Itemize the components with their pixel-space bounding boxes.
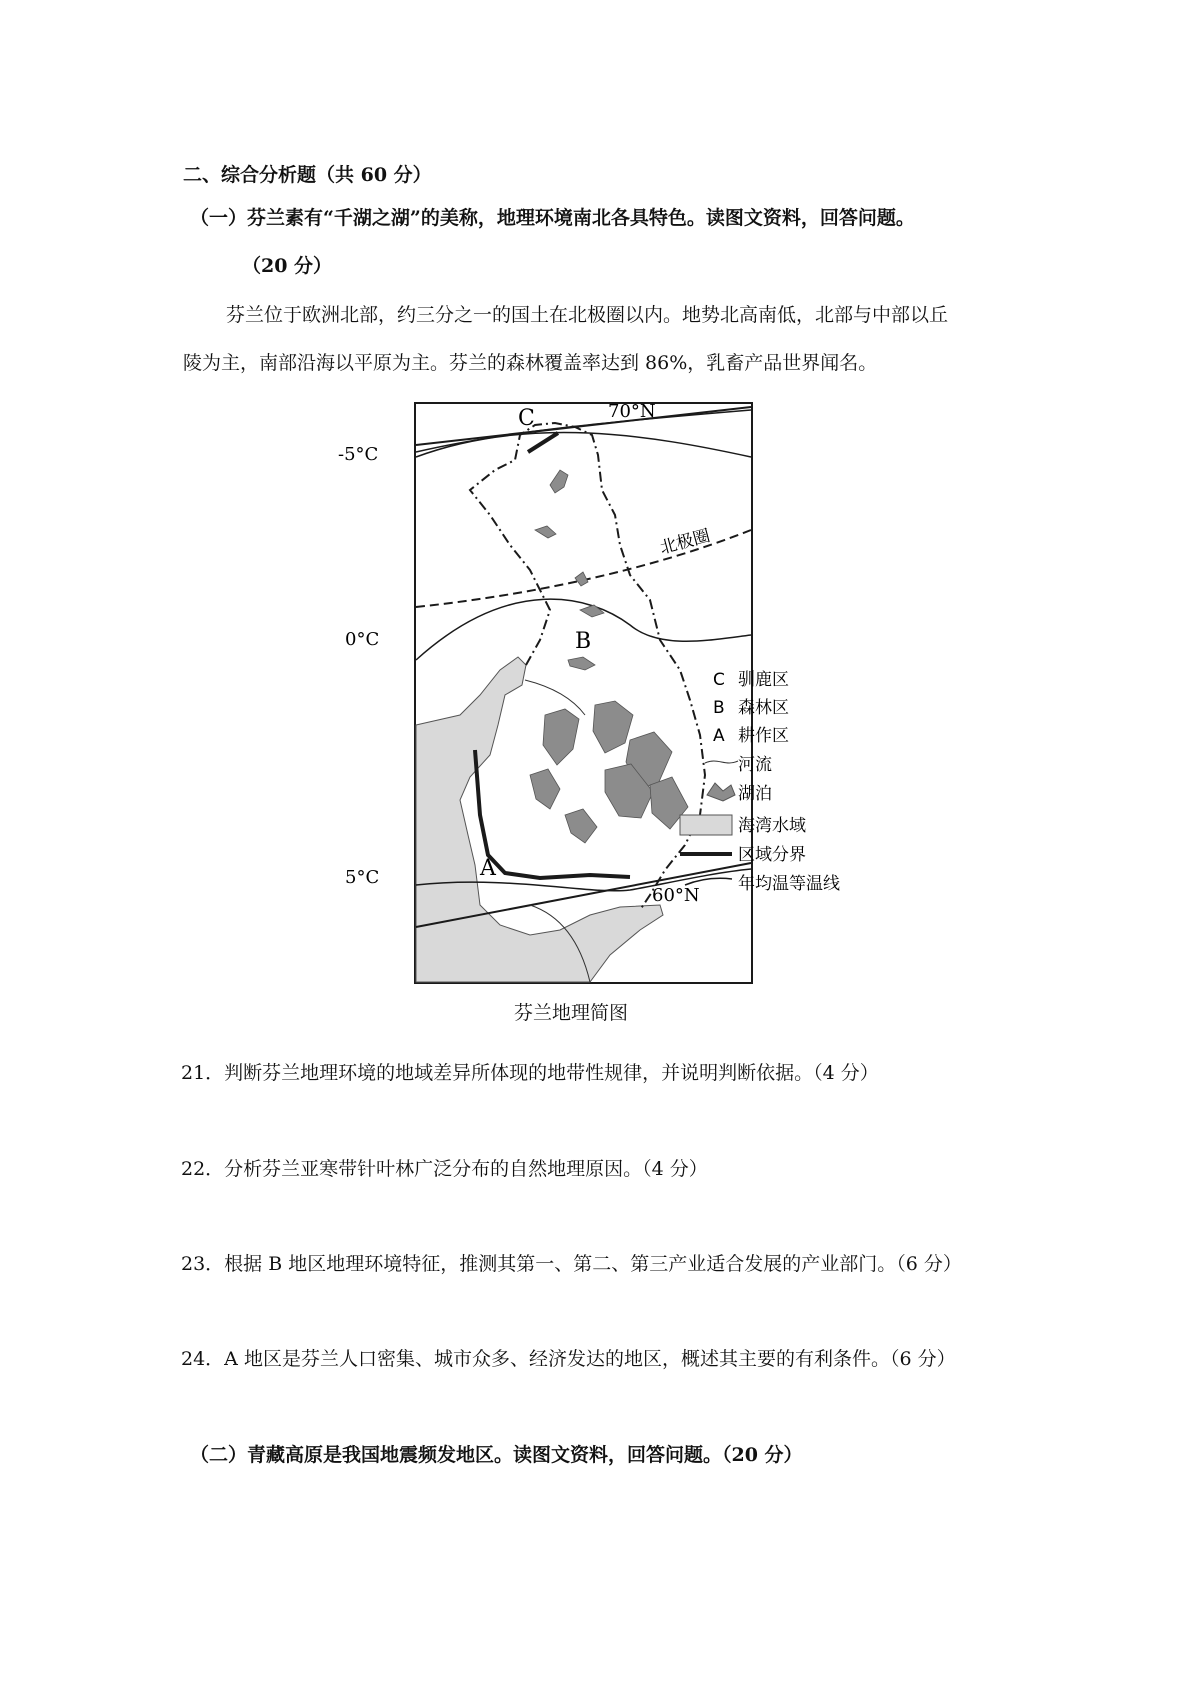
legend-label: 区域分界 <box>738 845 806 865</box>
svg-text:A: A <box>713 726 725 746</box>
question-21: 21．判断芬兰地理环境的地域差异所体现的地带性规律，并说明判断依据。（4 分） <box>181 1062 879 1084</box>
legend-label: 海湾水域 <box>738 816 806 836</box>
question-23: 23．根据 B 地区地理环境特征，推测其第一、第二、第三产业适合发展的产业部门。（6 分） <box>181 1253 962 1275</box>
map-caption: 芬兰地理简图 <box>514 1002 629 1024</box>
legend-label: 河流 <box>738 755 772 775</box>
label-c: C <box>518 406 535 431</box>
label-iso-minus5: -5°C <box>338 444 379 465</box>
legend-label: 驯鹿区 <box>738 670 789 690</box>
label-lat70: 70°N <box>608 401 656 422</box>
intro-paragraph-line2: 陵为主，南部沿海以平原为主。芬兰的森林覆盖率达到 86%，乳畜产品世界闻名。 <box>183 352 878 374</box>
part1-heading: （一）芬兰素有“千湖之湖”的美称，地理环境南北各具特色。读图文资料，回答问题。 <box>190 207 915 229</box>
question-22: 22．分析芬兰亚寒带针叶林广泛分布的自然地理原因。（4 分） <box>181 1158 708 1180</box>
legend-label: 湖泊 <box>738 784 772 804</box>
svg-text:C: C <box>713 670 725 690</box>
svg-text:B: B <box>713 698 725 718</box>
legend-label: 森林区 <box>738 698 789 718</box>
legend-label: 年均温等温线 <box>738 874 840 894</box>
intro-paragraph-line1: 芬兰位于欧洲北部，约三分之一的国土在北极圈以内。地势北高南低，北部与中部以丘 <box>226 304 949 326</box>
part1-points: （20 分） <box>242 255 333 277</box>
label-a: A <box>480 856 496 881</box>
legend-bay-symbol <box>680 815 732 835</box>
legend-label: 耕作区 <box>738 726 789 746</box>
finland-map <box>330 395 950 995</box>
part2-heading: （二）青藏高原是我国地震频发地区。读图文资料，回答问题。（20 分） <box>190 1444 803 1466</box>
label-iso-5: 5°C <box>345 867 380 888</box>
label-lat60: 60°N <box>652 885 700 906</box>
label-iso-0: 0°C <box>345 629 380 650</box>
label-arctic-circle: 北极圈 <box>657 526 713 559</box>
section-title: 二、综合分析题（共 60 分） <box>183 164 432 186</box>
question-24: 24．A 地区是芬兰人口密集、城市众多、经济发达的地区，概述其主要的有利条件。（6 分） <box>181 1348 956 1370</box>
label-b: B <box>575 629 592 654</box>
